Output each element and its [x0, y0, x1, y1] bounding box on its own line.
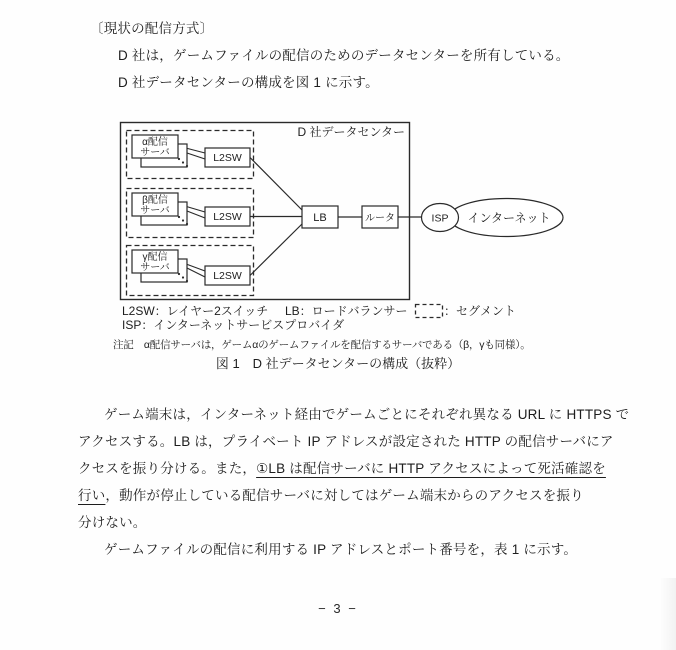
server-label-line2: サーバ — [140, 262, 170, 274]
router-label: ルータ — [365, 213, 395, 224]
body-line-5: 分けない。 — [78, 515, 147, 530]
body-line-4-underlined: 行い — [78, 488, 106, 503]
segment-beta — [127, 189, 254, 238]
internet-label: インターネット — [467, 211, 551, 225]
body-line-3-underlined: ①LB は配信サーバに HTTP アクセスによって死活確認を — [256, 461, 606, 476]
server-label-line1: β配信 — [142, 195, 168, 206]
server-label-line2: サーバ — [140, 147, 170, 159]
body-line-3-plain: クセスを振り分ける。また， — [78, 461, 257, 476]
server-label-line1: α配信 — [142, 137, 168, 148]
legend-l2sw: L2SW：レイヤー2スイッチ — [122, 304, 269, 318]
body-line-3 — [78, 461, 606, 477]
intro-line-1: D 社は，ゲームファイルの配信のためのデータセンターを所有している。 — [118, 48, 570, 63]
intro-line-2: D 社データセンターの構成を図 1 に示す。 — [118, 75, 379, 90]
legend-lb: LB：ロードバランサー — [285, 304, 408, 318]
figure-caption: 図 1 D 社データセンターの構成（抜粋） — [215, 356, 461, 371]
server-label-line2: サーバ — [140, 205, 170, 217]
figure-note: 注記 α配信サーバは，ゲームαのゲームファイルを配信するサーバである（β，γも同様）。 — [113, 339, 531, 351]
body-line-4 — [78, 488, 584, 504]
datacenter-label: D 社データセンター — [297, 125, 405, 139]
body-line-6: ゲームファイルの配信に利用する IP アドレスとポート番号を，表 1 に示す。 — [104, 542, 578, 557]
body-line-4-plain: ，動作が停止している配信サーバに対してはゲーム端末からのアクセスを振り — [105, 488, 584, 503]
segment-gamma — [127, 246, 254, 296]
server-label-line1: γ配信 — [142, 252, 168, 263]
body-line-2: アクセスする。LB は，プライベート IP アドレスが設定された HTTP の配信サーバにア — [78, 434, 614, 449]
legend-segment-icon — [416, 305, 443, 318]
l2sw-label: L2SW — [213, 211, 242, 223]
page-number: − 3 − — [318, 601, 358, 616]
scan-artifact — [661, 578, 676, 650]
section-heading: 〔現状の配信方式〕 — [90, 21, 214, 36]
legend-isp: ISP：インターネットサービスプロバイダ — [122, 318, 345, 332]
l2sw-label: L2SW — [213, 270, 242, 282]
segment-alpha — [127, 131, 254, 179]
body-line-1: ゲーム端末は，インターネット経由でゲームごとにそれぞれ異なる URL に HTTPS で — [104, 407, 630, 422]
legend-segment: ：セグメント — [444, 304, 516, 318]
lb-label: LB — [313, 212, 327, 224]
isp-label: ISP — [431, 212, 449, 225]
figure1-network-diagram — [100, 115, 580, 375]
l2sw-label: L2SW — [213, 152, 242, 164]
